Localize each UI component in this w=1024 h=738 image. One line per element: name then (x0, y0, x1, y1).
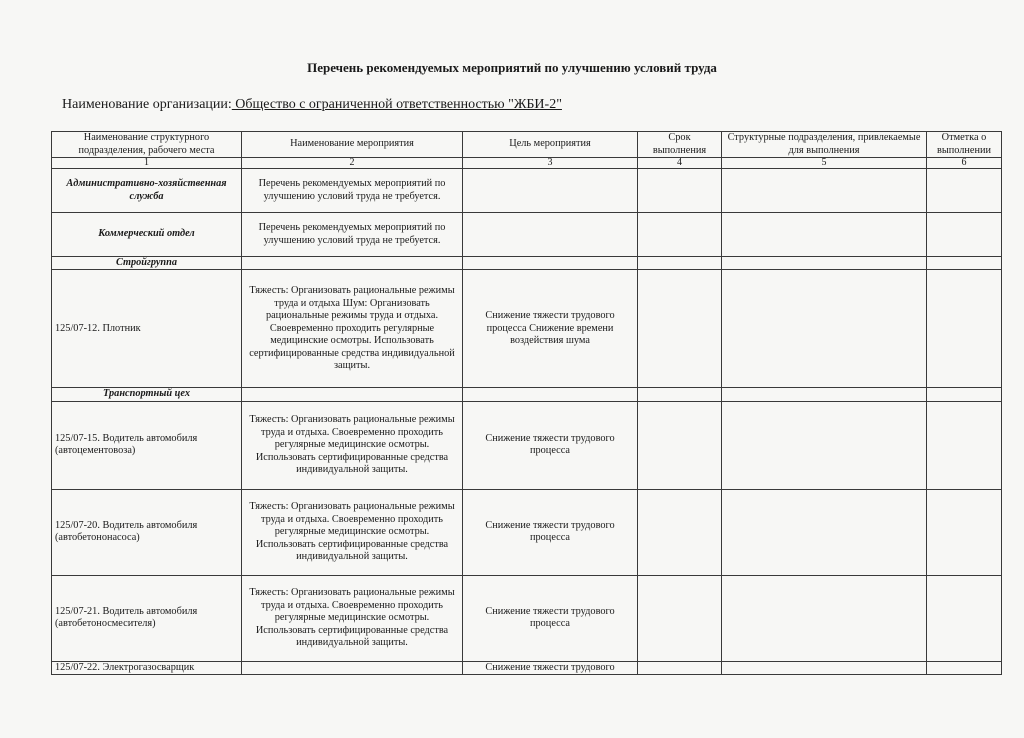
departments-cell (722, 169, 927, 213)
col-number: 2 (242, 158, 463, 169)
table-row (52, 661, 1002, 674)
goal-cell (463, 388, 638, 401)
workplace-cell: 125/07-12. Плотник (52, 270, 242, 388)
done-mark-cell (927, 213, 1002, 257)
measures-table (51, 131, 1002, 675)
done-mark-cell (927, 489, 1002, 575)
table-row (52, 388, 1002, 401)
measure-cell: Перечень рекомендуемых мероприятий по улучшению условий труда не требуется. (242, 213, 463, 257)
done-mark-cell (927, 257, 1002, 270)
department-cell: Коммерческий отдел (52, 213, 242, 257)
col-number: 3 (463, 158, 638, 169)
done-mark-cell (927, 401, 1002, 489)
done-mark-cell (927, 575, 1002, 661)
departments-cell (722, 489, 927, 575)
departments-cell (722, 388, 927, 401)
table-row (52, 575, 1002, 661)
measure-cell: Перечень рекомендуемых мероприятий по улучшению условий труда не требуется. (242, 169, 463, 213)
workplace-cell: 125/07-22. Электрогазосварщик (52, 661, 242, 674)
departments-cell (722, 401, 927, 489)
table-row (52, 401, 1002, 489)
deadline-cell (638, 575, 722, 661)
departments-cell (722, 661, 927, 674)
done-mark-cell (927, 270, 1002, 388)
goal-cell: Снижение тяжести трудового (463, 661, 638, 674)
done-mark-cell (927, 169, 1002, 213)
department-cell: Транспортный цех (52, 388, 242, 401)
measure-cell: Тяжесть: Организовать рациональные режимы труда и отдыха Шум: Организовать рациональные режимы труда и отдыха. Своевременно проходить регулярные медицинские осмотры. Использовать сертифицированные средства индивидуальной защиты. (242, 270, 463, 388)
measure-cell (242, 661, 463, 674)
deadline-cell (638, 257, 722, 270)
departments-cell (722, 270, 927, 388)
workplace-cell: 125/07-15. Водитель автомобиля (автоцементовоза) (52, 401, 242, 489)
done-mark-cell (927, 661, 1002, 674)
col-header-departments: Структурные подразделения, привлекаемые для выполнения (722, 132, 927, 158)
workplace-cell: 125/07-21. Водитель автомобиля (автобетоносмесителя) (52, 575, 242, 661)
measure-cell: Тяжесть: Организовать рациональные режимы труда и отдыха. Своевременно проходить регулярные медицинские осмотры. Использовать сертифицированные средства индивидуальной защиты. (242, 489, 463, 575)
organization-label: Наименование организации: (62, 97, 232, 112)
col-number: 1 (52, 158, 242, 169)
done-mark-cell (927, 388, 1002, 401)
goal-cell: Снижение тяжести трудового процесса (463, 401, 638, 489)
departments-cell (722, 257, 927, 270)
table-row (52, 213, 1002, 257)
header-row (52, 132, 1002, 158)
deadline-cell (638, 401, 722, 489)
goal-cell: Снижение тяжести трудового процесса Снижение времени воздействия шума (463, 270, 638, 388)
goal-cell (463, 257, 638, 270)
measure-cell: Тяжесть: Организовать рациональные режимы труда и отдыха. Своевременно проходить регулярные медицинские осмотры. Использовать сертифицированные средства индивидуальной защиты. (242, 575, 463, 661)
deadline-cell (638, 388, 722, 401)
col-number: 5 (722, 158, 927, 169)
goal-cell (463, 169, 638, 213)
measure-cell: Тяжесть: Организовать рациональные режимы труда и отдыха. Своевременно проходить регулярные медицинские осмотры. Использовать сертифицированные средства индивидуальной защиты. (242, 401, 463, 489)
col-header-deadline: Срок выполнения (638, 132, 722, 158)
department-cell: Стройгруппа (52, 257, 242, 270)
col-header-measure: Наименование мероприятия (242, 132, 463, 158)
workplace-cell: 125/07-20. Водитель автомобиля (автобетононасоса) (52, 489, 242, 575)
departments-cell (722, 575, 927, 661)
department-cell: Административно-хозяйственная служба (52, 169, 242, 213)
organization-value: Общество с ограниченной ответственностью "ЖБИ-2" (231, 97, 562, 112)
document-title: Перечень рекомендуемых мероприятий по улучшению условий труда (307, 60, 717, 75)
goal-cell: Снижение тяжести трудового процесса (463, 489, 638, 575)
table-row (52, 169, 1002, 213)
col-header-done-mark: Отметка о выполнении (927, 132, 1002, 158)
table-row (52, 257, 1002, 270)
measure-cell (242, 257, 463, 270)
measure-cell (242, 388, 463, 401)
organization-line (62, 97, 562, 113)
deadline-cell (638, 661, 722, 674)
col-header-name: Наименование структурного подразделения, рабочего места (52, 132, 242, 158)
column-number-row (52, 158, 1002, 169)
goal-cell (463, 213, 638, 257)
table-row (52, 489, 1002, 575)
deadline-cell (638, 169, 722, 213)
deadline-cell (638, 213, 722, 257)
col-header-goal: Цель мероприятия (463, 132, 638, 158)
deadline-cell (638, 489, 722, 575)
col-number: 4 (638, 158, 722, 169)
deadline-cell (638, 270, 722, 388)
goal-cell: Снижение тяжести трудового процесса (463, 575, 638, 661)
departments-cell (722, 213, 927, 257)
table-row (52, 270, 1002, 388)
col-number: 6 (927, 158, 1002, 169)
